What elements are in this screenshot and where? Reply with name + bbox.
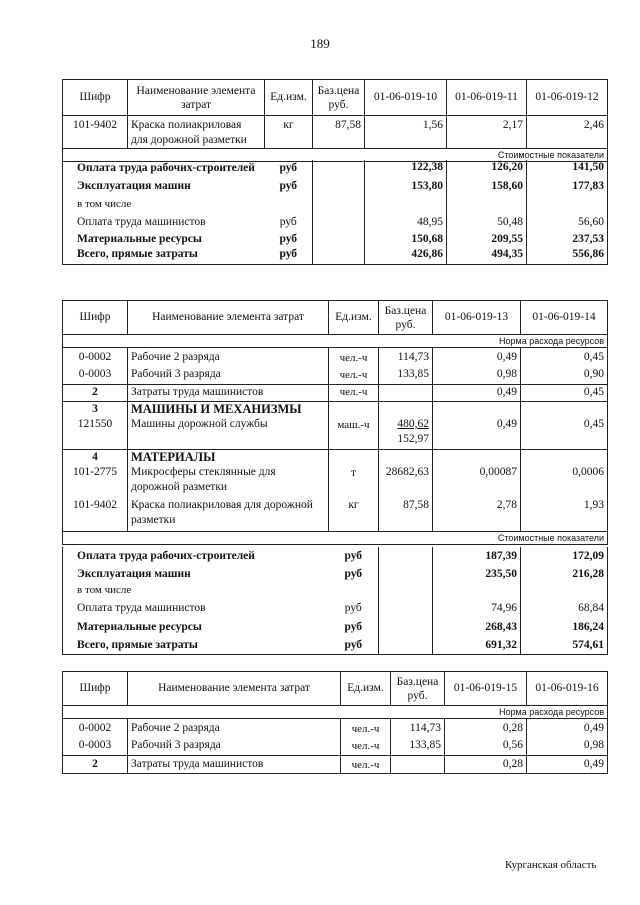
- value: 1,93: [521, 498, 608, 532]
- unit: кг: [265, 116, 313, 149]
- summary-value: 122,38: [365, 160, 447, 177]
- code: 0-0003: [63, 738, 128, 756]
- value: 0,49: [527, 756, 608, 774]
- summary-value: 237,53: [527, 232, 608, 247]
- value: 0,98: [527, 738, 608, 756]
- empty-cell: [379, 565, 433, 583]
- empty-cell: [447, 197, 527, 212]
- code: 101-9402: [63, 498, 128, 532]
- value: [521, 450, 608, 498]
- table-header: [63, 301, 608, 335]
- unit: [329, 402, 379, 450]
- price-secondary: 152,97: [397, 433, 429, 445]
- empty-cell: [433, 583, 521, 598]
- table-header: [63, 672, 608, 706]
- code: [63, 402, 128, 450]
- unit: чел.-ч: [341, 719, 391, 738]
- section-row: [63, 706, 608, 719]
- empty-cell: [379, 598, 433, 618]
- price: 87,58: [313, 116, 365, 149]
- section-label: Норма расхода ресурсов: [63, 706, 608, 719]
- summary-value: 691,32: [433, 636, 521, 654]
- summary-unit: руб: [344, 602, 362, 614]
- summary-value: 172,09: [521, 547, 608, 565]
- code: 0-0002: [63, 348, 128, 367]
- table-2: [62, 300, 608, 545]
- name: Рабочие 2 разряда: [128, 719, 341, 738]
- price: [379, 450, 433, 498]
- price: [379, 402, 433, 450]
- summary-name: Эксплуатация машин: [77, 568, 191, 580]
- price: 87,58: [379, 498, 433, 532]
- col-unit: Ед.изм.: [341, 672, 391, 706]
- code: 0-0002: [63, 719, 128, 738]
- empty-cell: [379, 636, 433, 654]
- table-row: [63, 367, 608, 385]
- value: 0,56: [445, 738, 527, 756]
- unit-text: т: [350, 467, 357, 479]
- summary-value: 48,95: [365, 212, 447, 232]
- summary-value: 426,86: [365, 247, 447, 265]
- unit: [329, 450, 379, 498]
- group-title: МАТЕРИАЛЫ: [131, 450, 216, 464]
- code: 101-2775: [72, 466, 118, 478]
- summary-value: 556,86: [527, 247, 608, 265]
- summary-value: 186,24: [521, 618, 608, 636]
- price: 114,73: [379, 348, 433, 367]
- summary-unit: руб: [344, 550, 363, 562]
- table-row: [63, 719, 608, 738]
- section-label: Стоимостные показатели: [63, 149, 608, 162]
- section-label: Стоимостные показатели: [63, 532, 608, 545]
- summary-row: [63, 636, 608, 654]
- empty-cell: [313, 232, 365, 247]
- summary-unit: [265, 197, 313, 212]
- group-number: 3: [92, 403, 98, 415]
- summary-name: Оплата труда машинистов: [77, 216, 206, 228]
- summary-name: Оплата труда машинистов: [77, 602, 206, 614]
- summary-name: Оплата труда рабочих-строителей: [77, 162, 255, 174]
- summary-name: Материальные ресурсы: [77, 621, 202, 633]
- code: 0-0003: [63, 367, 128, 385]
- name: Затраты труда машинистов: [128, 385, 329, 402]
- empty-cell: [313, 177, 365, 197]
- name: Микросферы стеклянные для дорожной разметки: [131, 466, 276, 493]
- summary-value: 56,60: [527, 212, 608, 232]
- summary-value: 68,84: [521, 598, 608, 618]
- name: Рабочий 3 разряда: [128, 367, 329, 385]
- code: 101-9402: [63, 116, 128, 149]
- summary-value: 216,28: [521, 565, 608, 583]
- value: 0,49: [433, 348, 521, 367]
- empty-cell: [313, 197, 365, 212]
- summary-value: 574,61: [521, 636, 608, 654]
- summary-unit: руб: [344, 621, 363, 633]
- summary-value: 235,50: [433, 565, 521, 583]
- unit-text: маш.-ч: [337, 419, 370, 431]
- price: [379, 385, 433, 402]
- name: Машины дорожной службы: [131, 418, 268, 430]
- price: 133,85: [391, 738, 445, 756]
- empty-cell: [365, 197, 447, 212]
- name: Краска полиакриловая для дорожной разметки: [128, 498, 329, 532]
- empty-cell: [313, 160, 365, 177]
- table-row: [63, 738, 608, 756]
- unit: чел.-ч: [341, 756, 391, 774]
- col-v2: 01-06-019-14: [521, 301, 608, 335]
- value: 0,90: [521, 367, 608, 385]
- page-number: 189: [310, 36, 330, 51]
- col-code: Шифр: [63, 672, 128, 706]
- summary-name: Материальные ресурсы: [77, 233, 202, 245]
- section-row: [63, 335, 608, 348]
- table-2-summary: [62, 547, 608, 655]
- col-price: Баз.цена руб.: [313, 80, 365, 116]
- empty-cell: [313, 247, 365, 265]
- code: 2: [63, 385, 128, 402]
- summary-name: в том числе: [77, 198, 132, 210]
- value: 0,98: [433, 367, 521, 385]
- footer-region: Курганская область: [505, 859, 597, 871]
- value: 0,49: [433, 385, 521, 402]
- summary-value: 50,48: [447, 212, 527, 232]
- summary-value: 177,83: [527, 177, 608, 197]
- empty-cell: [379, 618, 433, 636]
- empty-cell: [521, 583, 608, 598]
- col-v1: 01-06-019-15: [445, 672, 527, 706]
- summary-unit: руб: [279, 233, 298, 245]
- col-name: Наименование элемента затрат: [128, 672, 341, 706]
- price: [391, 756, 445, 774]
- summary-name: Всего, прямые затраты: [77, 248, 198, 260]
- value: 0,49: [527, 719, 608, 738]
- col-unit: Ед.изм.: [265, 80, 313, 116]
- table-row: [63, 402, 608, 450]
- col-name: Наименование элемента затрат: [128, 80, 265, 116]
- summary-name: Оплата труда рабочих-строителей: [77, 550, 255, 562]
- summary-value: 158,60: [447, 177, 527, 197]
- summary-unit: руб: [279, 180, 298, 192]
- value-text: 0,45: [583, 418, 604, 430]
- name: [128, 402, 329, 450]
- table-1-summary: [62, 160, 608, 265]
- table-3: [62, 671, 608, 774]
- unit: чел.-ч: [341, 738, 391, 756]
- name: Краска полиакриловая для дорожной разметки: [128, 116, 265, 149]
- col-name: Наименование элемента затрат: [128, 301, 329, 335]
- unit: чел.-ч: [329, 385, 379, 402]
- value-text: 0,0006: [572, 466, 604, 478]
- price: 114,73: [391, 719, 445, 738]
- section-label: Норма расхода ресурсов: [63, 335, 608, 348]
- summary-row: [63, 160, 608, 177]
- value-text: 0,49: [496, 418, 517, 430]
- price-primary: 480,62: [397, 418, 429, 430]
- summary-name: в том числе: [77, 584, 132, 596]
- summary-unit: руб: [279, 248, 298, 260]
- empty-cell: [379, 583, 433, 598]
- summary-value: 126,20: [447, 160, 527, 177]
- summary-name: Эксплуатация машин: [77, 180, 191, 192]
- group-number: 4: [92, 451, 98, 463]
- summary-unit: руб: [344, 568, 363, 580]
- summary-value: 141,50: [527, 160, 608, 177]
- value: 0,28: [445, 719, 527, 738]
- summary-unit: [329, 583, 379, 598]
- col-v3: 01-06-019-12: [527, 80, 608, 116]
- value: 2,46: [527, 116, 608, 149]
- unit: чел.-ч: [329, 367, 379, 385]
- summary-value: 494,35: [447, 247, 527, 265]
- name: Рабочие 2 разряда: [128, 348, 329, 367]
- unit: чел.-ч: [329, 348, 379, 367]
- summary-row: [63, 232, 608, 247]
- table-row: [63, 116, 608, 149]
- unit: кг: [329, 498, 379, 532]
- table-row: [63, 348, 608, 367]
- name: [128, 450, 329, 498]
- summary-unit: руб: [344, 639, 363, 651]
- summary-value: 209,55: [447, 232, 527, 247]
- value: [433, 402, 521, 450]
- summary-row: [63, 618, 608, 636]
- table-1: [62, 79, 608, 162]
- summary-row: [63, 583, 608, 598]
- col-v2: 01-06-019-16: [527, 672, 608, 706]
- empty-cell: [379, 547, 433, 565]
- summary-value: 187,39: [433, 547, 521, 565]
- code: [63, 450, 128, 498]
- value: 2,17: [447, 116, 527, 149]
- table-row: [63, 756, 608, 774]
- summary-row: [63, 565, 608, 583]
- summary-row: [63, 547, 608, 565]
- col-price: Баз.цена руб.: [391, 672, 445, 706]
- section-row: [63, 532, 608, 545]
- value: 2,78: [433, 498, 521, 532]
- value: 1,56: [365, 116, 447, 149]
- summary-row: [63, 212, 608, 232]
- price: 133,85: [379, 367, 433, 385]
- code: 2: [63, 756, 128, 774]
- summary-row: [63, 177, 608, 197]
- col-v1: 01-06-019-10: [365, 80, 447, 116]
- name: Затраты труда машинистов: [128, 756, 341, 774]
- summary-row: [63, 598, 608, 618]
- value: [521, 402, 608, 450]
- table-row: [63, 450, 608, 498]
- summary-value: 150,68: [365, 232, 447, 247]
- table-header: [63, 80, 608, 116]
- value: 0,45: [521, 348, 608, 367]
- value: 0,28: [445, 756, 527, 774]
- col-code: Шифр: [63, 301, 128, 335]
- col-v1: 01-06-019-13: [433, 301, 521, 335]
- summary-name: Всего, прямые затраты: [77, 639, 198, 651]
- summary-value: 74,96: [433, 598, 521, 618]
- summary-unit: руб: [279, 162, 298, 174]
- table-row: [63, 498, 608, 532]
- col-code: Шифр: [63, 80, 128, 116]
- value: [433, 450, 521, 498]
- empty-cell: [313, 212, 365, 232]
- col-price: Баз.цена руб.: [379, 301, 433, 335]
- code: 121550: [77, 418, 113, 430]
- summary-unit: руб: [279, 216, 297, 228]
- col-unit: Ед.изм.: [329, 301, 379, 335]
- summary-value: 268,43: [433, 618, 521, 636]
- empty-cell: [527, 197, 608, 212]
- summary-row: [63, 197, 608, 212]
- value: 0,45: [521, 385, 608, 402]
- group-title: МАШИНЫ И МЕХАНИЗМЫ: [131, 402, 302, 416]
- price-text: 28682,63: [385, 466, 429, 478]
- col-v2: 01-06-019-11: [447, 80, 527, 116]
- table-row: [63, 385, 608, 402]
- value-text: 0,00087: [479, 466, 517, 478]
- name: Рабочий 3 разряда: [128, 738, 341, 756]
- summary-value: 153,80: [365, 177, 447, 197]
- summary-row: [63, 247, 608, 265]
